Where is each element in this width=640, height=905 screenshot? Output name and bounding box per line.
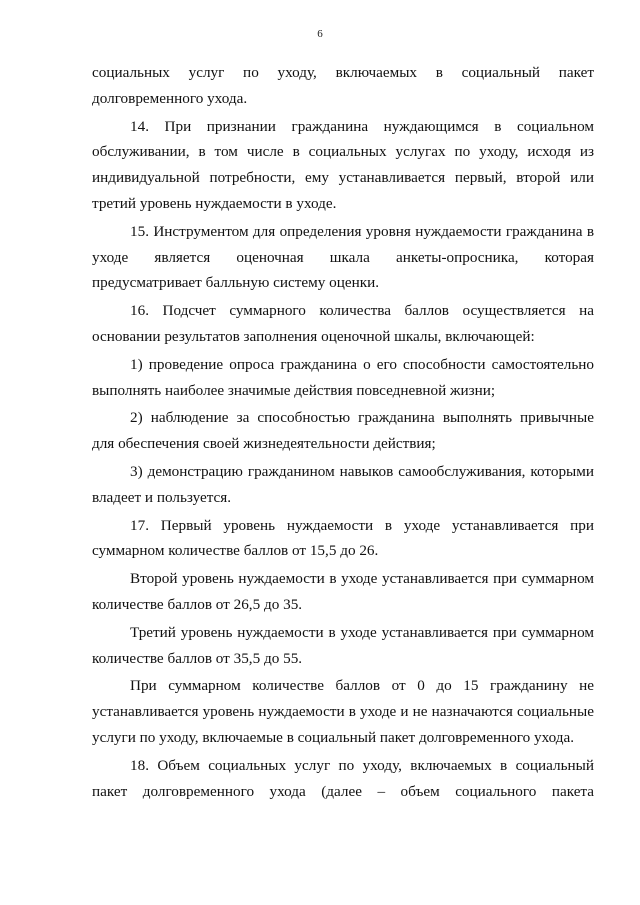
paragraph-15: 15. Инструментом для определения уровня нуждаемости гражданина в уходе является оценочная шкала анкеты-опросника, которая предусматривает балльную систему оценки. (92, 222, 594, 292)
list-item-1: 1) проведение опроса гражданина о его способности самостоятельно выполнять наиболее значимые действия повседневной жизни; (92, 355, 594, 399)
paragraph-continuation: социальных услуг по уходу, включаемых в социальный пакет долговременного ухода. (92, 64, 594, 107)
paragraph-14: 14. При признании гражданина нуждающимся в социальном обслуживании, в том числе в социальных услугах по уходу, исходя из индивидуальной потребности, ему устанавливается первый, второй или третий уровень нуждаемости в уходе. (92, 117, 594, 212)
list-item-3: 3) демонстрацию гражданином навыков самообслуживания, которыми владеет и пользуется. (92, 462, 594, 506)
page-number: 6 (317, 28, 323, 40)
document-body (92, 60, 594, 806)
paragraph-16: 16. Подсчет суммарного количества баллов осуществляется на основании результатов заполнения оценочной шкалы, включающей: (92, 302, 594, 345)
paragraph-17-level-2: Второй уровень нуждаемости в уходе устанавливается при суммарном количестве баллов от 26,5 до 35. (92, 570, 594, 613)
paragraph-17-no-level: При суммарном количестве баллов от 0 до 15 гражданину не устанавливается уровень нуждаемости в уходе и не назначаются социальные услуги по уходу, включаемые в социальный пакет долговременного ухода. (92, 677, 594, 746)
paragraph-17-level-3: Третий уровень нуждаемости в уходе устанавливается при суммарном количестве баллов от 35,5 до 55. (92, 623, 594, 667)
paragraph-17: 17. Первый уровень нуждаемости в уходе устанавливается при суммарном количестве баллов от 15,5 до 26. (92, 516, 594, 560)
paragraph-18: 18. Объем социальных услуг по уходу, включаемых в социальный пакет долговременного ухода (далее – объем социального пакета (92, 756, 594, 800)
list-item-2: 2) наблюдение за способностью гражданина выполнять привычные для обеспечения своей жизнедеятельности действия; (92, 409, 594, 453)
